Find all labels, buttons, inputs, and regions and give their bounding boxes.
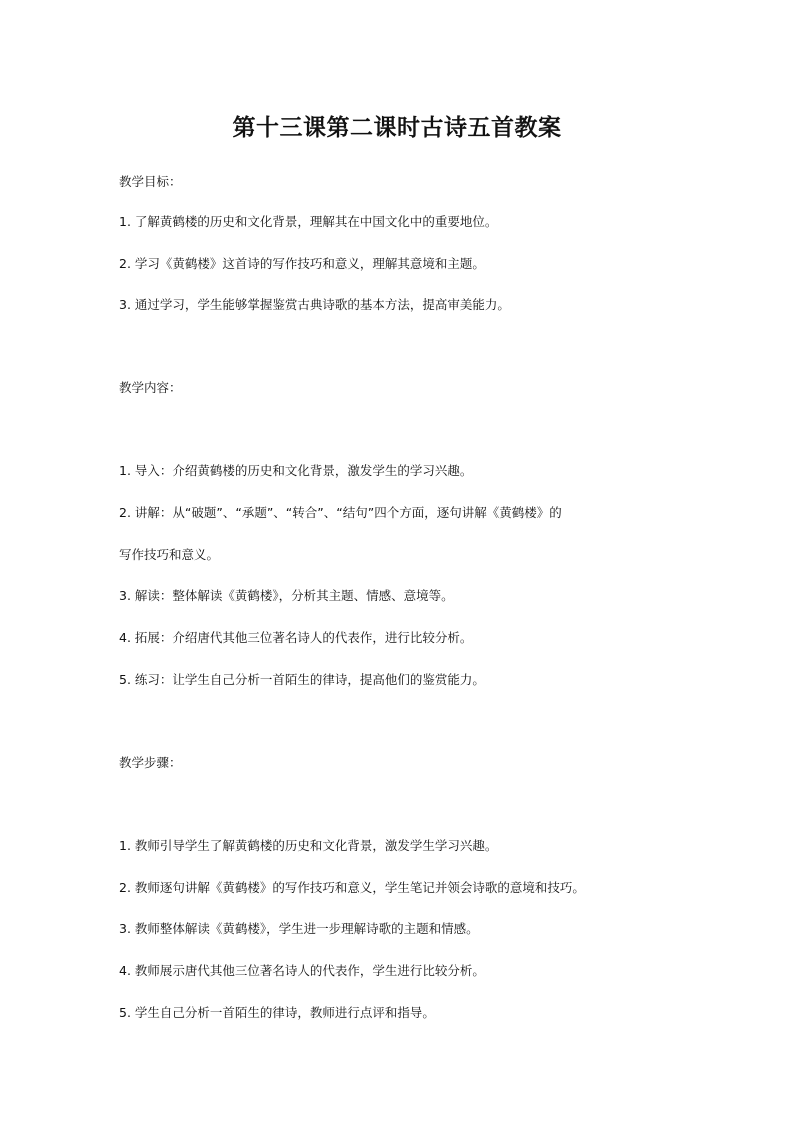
objective-item-2: 2. 学习《黄鹤楼》这首诗的写作技巧和意义，理解其意境和主题。 [119, 256, 485, 271]
objective-item-1: 1. 了解黄鹤楼的历史和文化背景，理解其在中国文化中的重要地位。 [119, 214, 498, 229]
content-item-1: 1. 导入：介绍黄鹤楼的历史和文化背景，激发学生的学习兴趣。 [119, 463, 473, 478]
content-item-2-continued: 写作技巧和意义。 [119, 547, 220, 562]
content-item-5: 5. 练习：让学生自己分析一首陌生的律诗，提高他们的鉴赏能力。 [119, 672, 485, 687]
step-item-2: 2. 教师逐句讲解《黄鹤楼》的写作技巧和意义，学生笔记并领会诗歌的意境和技巧。 [119, 880, 585, 895]
step-item-4: 4. 教师展示唐代其他三位著名诗人的代表作，学生进行比较分析。 [119, 963, 485, 978]
step-item-3: 3. 教师整体解读《黄鹤楼》，学生进一步理解诗歌的主题和情感。 [119, 921, 479, 936]
step-item-5: 5. 学生自己分析一首陌生的律诗，教师进行点评和指导。 [119, 1005, 435, 1020]
step-item-1: 1. 教师引导学生了解黄鹤楼的历史和文化背景，激发学生学习兴趣。 [119, 838, 498, 853]
objective-item-3: 3. 通过学习，学生能够掌握鉴赏古典诗歌的基本方法，提高审美能力。 [119, 297, 510, 312]
content-item-3: 3. 解读：整体解读《黄鹤楼》，分析其主题、情感、意境等。 [119, 588, 454, 603]
content-item-2: 2. 讲解：从“破题”、“承题”、“转合”、“结句”四个方面，逐句讲解《黄鹤楼》的 [119, 505, 562, 520]
steps-heading: 教学步骤： [119, 755, 182, 770]
content-heading: 教学内容： [119, 380, 182, 395]
page-title: 第十三课第二课时古诗五首教案 [232, 115, 562, 141]
objectives-heading: 教学目标： [119, 174, 182, 189]
content-item-4: 4. 拓展：介绍唐代其他三位著名诗人的代表作，进行比较分析。 [119, 630, 473, 645]
